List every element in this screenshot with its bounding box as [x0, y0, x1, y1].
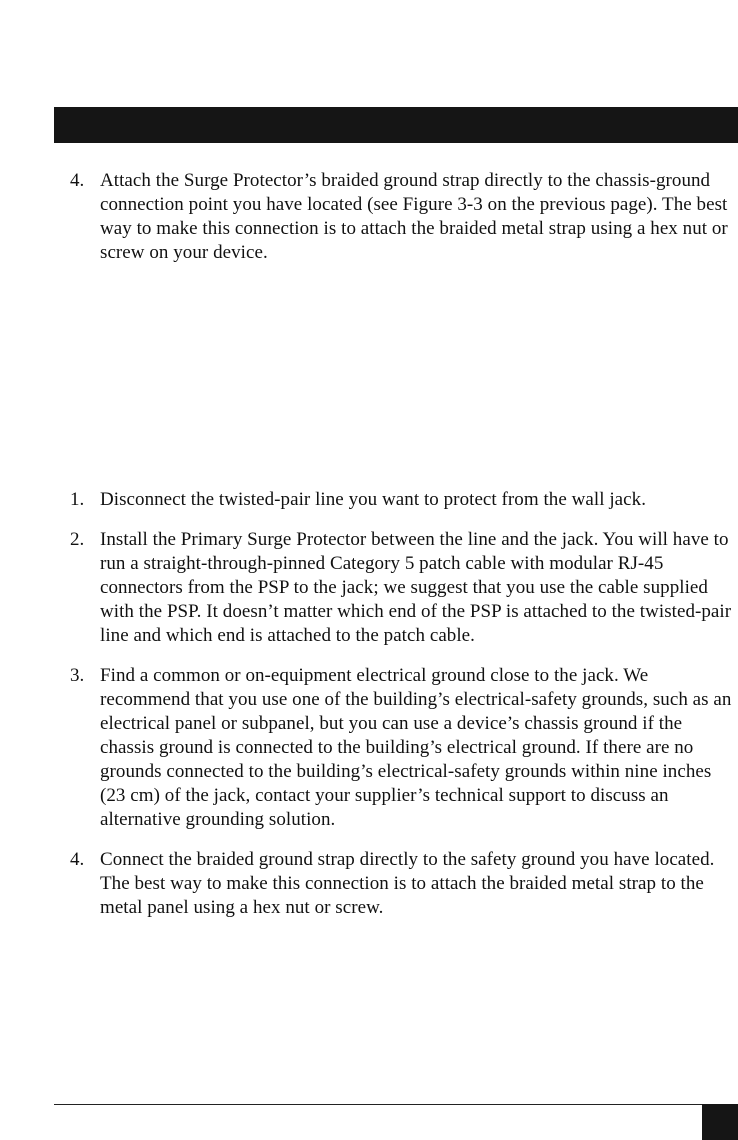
step-text: Disconnect the twisted-pair line you want to protect from the wall jack.: [100, 489, 646, 510]
steps-list-bottom: [0, 488, 738, 920]
step-number: 3.: [70, 665, 85, 686]
step-text: Find a common or on-equipment electrical ground close to the jack. We recommend that you use one of the building’s electrical-safety grounds, such as an electrical panel or subpanel, but you can use a device’s chassis ground if the chassis ground is connected to the building’s electrical ground. If there are no grounds connected to the building’s electrical-safety grounds within nine inches (23 cm) of the jack, contact your supplier’s technical support to discuss an alternative grounding solution.: [100, 665, 732, 830]
list-item: [0, 848, 738, 920]
step-number: 1.: [70, 489, 85, 510]
step-number: 4.: [70, 849, 85, 870]
step-text: Install the Primary Surge Protector between the line and the jack. You will have to run a straight-through-pinned Category 5 patch cable with modular RJ-45 connectors from the PSP to the jack; we suggest that you use the cable supplied with the PSP. It doesn’t matter which end of the PSP is attached to the twisted-pair line and which end is attached to the patch cable.: [100, 529, 732, 646]
step-number: 4.: [70, 170, 85, 191]
step-text: Connect the braided ground strap directly to the safety ground you have located. The best way to make this connection is to attach the braided metal strap to the metal panel using a hex nut or screw.: [100, 849, 715, 918]
footer-rule: [54, 1104, 738, 1105]
steps-list-top: [0, 169, 738, 265]
header-bar: [54, 107, 738, 143]
step-number: 2.: [70, 529, 85, 550]
list-item: [0, 169, 738, 265]
page-number-tab: [702, 1104, 738, 1140]
step-text: Attach the Surge Protector’s braided ground strap directly to the chassis-ground connection point you have located (see Figure 3-3 on the previous page). The best way to make this connection is to attach the braided metal strap using a hex nut or screw on your device.: [100, 170, 728, 263]
list-item: [0, 528, 738, 648]
list-item: [0, 488, 738, 512]
list-item: [0, 664, 738, 832]
